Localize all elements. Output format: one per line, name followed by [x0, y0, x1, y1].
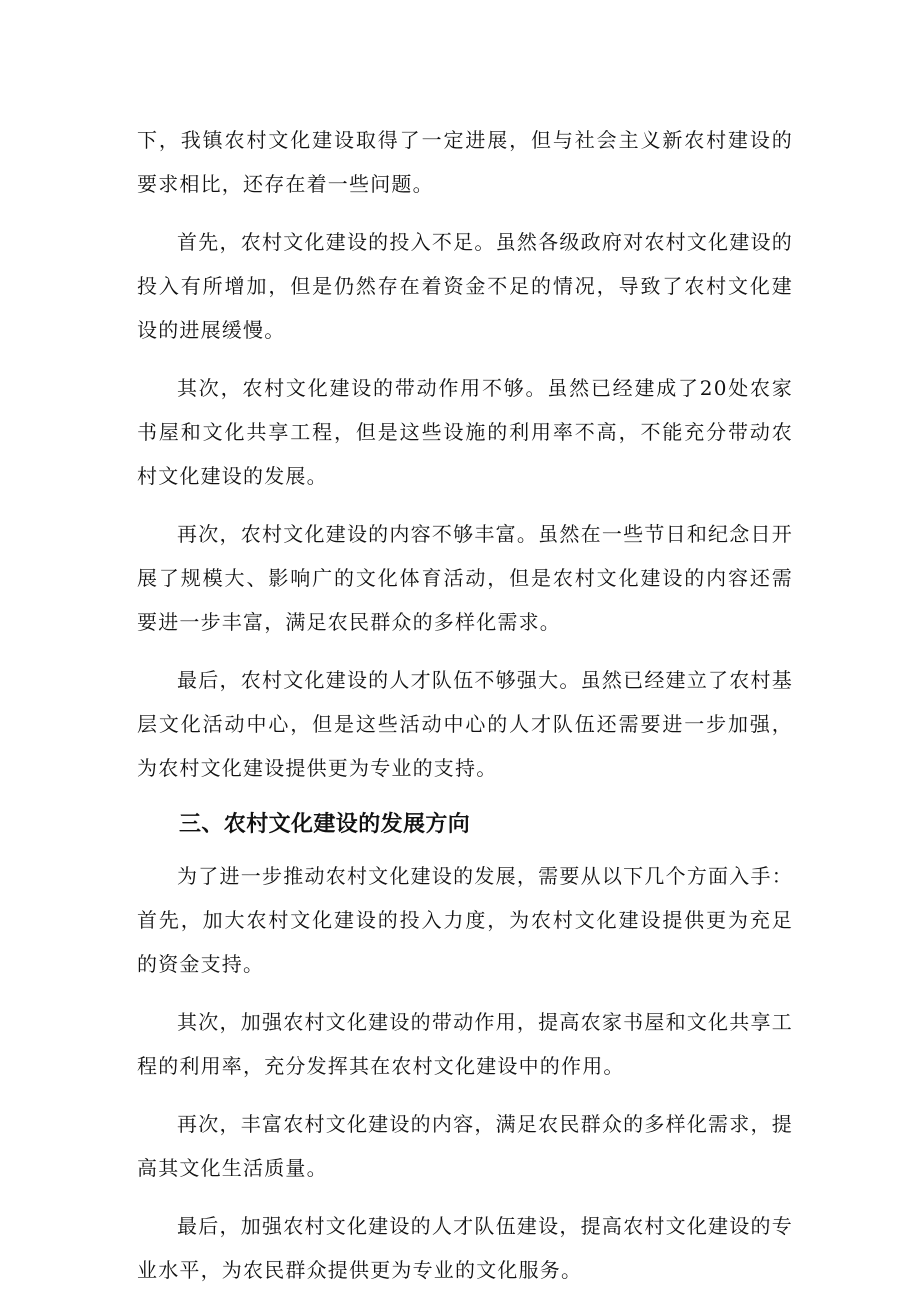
paragraph-direction-investment: 为了进一步推动农村文化建设的发展，需要从以下几个方面入手：首先，加大农村文化建设的投入力度，为农村文化建设提供更为充足的资金支持。 — [137, 864, 793, 976]
paragraph-insufficient-investment: 首先，农村文化建设的投入不足。虽然各级政府对农村文化建设的投入有所增加，但是仍然存在着资金不足的情况，导致了农村文化建设的进展缓慢。 — [137, 230, 793, 342]
paragraph-direction-talent: 最后，加强农村文化建设的人才队伍建设，提高农村文化建设的专业水平，为农民群众提供更为专业的文化服务。 — [137, 1214, 793, 1282]
document-body — [137, 118, 793, 1306]
paragraph-weak-driving-role: 其次，农村文化建设的带动作用不够。虽然已经建成了20处农家书屋和文化共享工程，但是这些设施的利用率不高，不能充分带动农村文化建设的发展。 — [137, 376, 793, 488]
section-heading: 三、农村文化建设的发展方向 — [179, 812, 471, 837]
paragraph-continuation: 下，我镇农村文化建设取得了一定进展，但与社会主义新农村建设的要求相比，还存在着一些问题。 — [137, 128, 793, 196]
paragraph-direction-content: 再次，丰富农村文化建设的内容，满足农民群众的多样化需求，提高其文化生活质量。 — [137, 1112, 793, 1180]
paragraph-content-not-rich: 再次，农村文化建设的内容不够丰富。虽然在一些节日和纪念日开展了规模大、影响广的文化体育活动，但是农村文化建设的内容还需要进一步丰富，满足农民群众的多样化需求。 — [137, 522, 793, 634]
paragraph-talent-team: 最后，农村文化建设的人才队伍不够强大。虽然已经建立了农村基层文化活动中心，但是这些活动中心的人才队伍还需要进一步加强，为农村文化建设提供更为专业的支持。 — [137, 668, 793, 780]
paragraph-direction-driving-role: 其次，加强农村文化建设的带动作用，提高农家书屋和文化共享工程的利用率，充分发挥其在农村文化建设中的作用。 — [137, 1010, 793, 1078]
